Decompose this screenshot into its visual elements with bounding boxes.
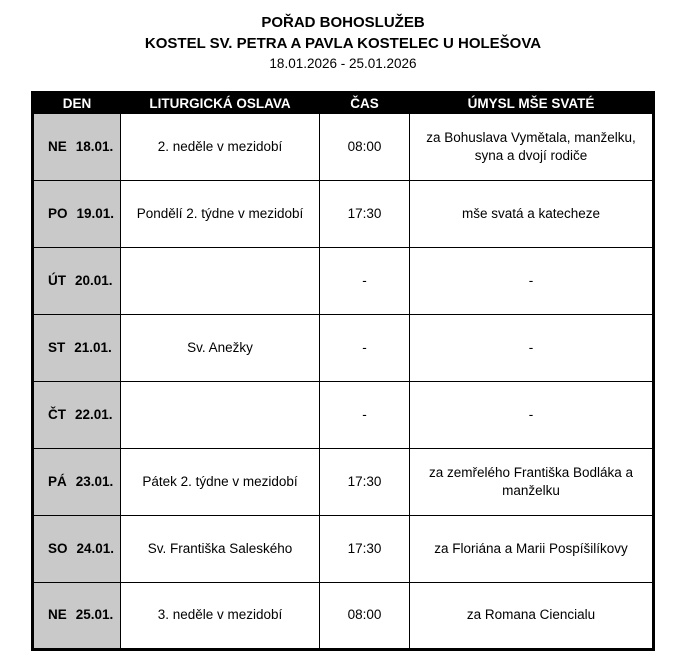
day-cell xyxy=(33,449,121,516)
day-abbr: NE xyxy=(48,138,67,154)
col-header-den: DEN xyxy=(33,93,121,114)
day-cell xyxy=(33,516,121,583)
day-abbr: ÚT xyxy=(48,272,66,288)
time-cell: - xyxy=(320,382,410,449)
celebration-cell: Sv. Anežky xyxy=(121,315,320,382)
day-date: 21.01. xyxy=(74,339,112,355)
time-cell: 17:30 xyxy=(320,181,410,248)
table-row xyxy=(33,248,654,315)
day-date: 18.01. xyxy=(75,138,114,154)
page-title: POŘAD BOHOSLUŽEB xyxy=(261,14,425,31)
celebration-cell: Sv. Františka Saleského xyxy=(121,516,320,583)
time-cell: 17:30 xyxy=(320,516,410,583)
col-header-cas: ČAS xyxy=(320,93,410,114)
document-header xyxy=(0,12,686,74)
table-row xyxy=(33,181,654,248)
day-cell xyxy=(33,114,121,181)
day-abbr: NE xyxy=(48,607,67,623)
intention-cell: - xyxy=(410,315,654,382)
time-cell: 08:00 xyxy=(320,114,410,181)
intention-cell: za Floriána a Marii Pospíšilíkovy xyxy=(410,516,654,583)
intention-cell: za Romana Ciencialu xyxy=(410,583,654,650)
celebration-cell: 2. neděle v mezidobí xyxy=(121,114,320,181)
day-date: 19.01. xyxy=(76,205,115,221)
table-row xyxy=(33,583,654,650)
day-cell xyxy=(33,248,121,315)
time-cell: - xyxy=(320,315,410,382)
time-cell: - xyxy=(320,248,410,315)
table-row xyxy=(33,315,654,382)
page-subtitle: KOSTEL SV. PETRA A PAVLA KOSTELEC U HOLEŠOVA xyxy=(144,35,542,52)
celebration-cell xyxy=(121,382,320,449)
day-abbr: PÁ xyxy=(48,473,67,489)
day-abbr: PO xyxy=(48,205,68,221)
time-cell: 08:00 xyxy=(320,583,410,650)
celebration-cell: 3. neděle v mezidobí xyxy=(121,583,320,650)
day-cell xyxy=(33,382,121,449)
celebration-cell xyxy=(121,248,320,315)
col-header-liturgicka-oslava: LITURGICKÁ OSLAVA xyxy=(121,93,320,114)
day-date: 25.01. xyxy=(75,607,114,623)
intention-cell: mše svatá a katecheze xyxy=(410,181,654,248)
date-range: 18.01.2026 - 25.01.2026 xyxy=(269,56,417,71)
table-header-row xyxy=(33,93,654,114)
schedule-table xyxy=(31,91,655,651)
day-cell xyxy=(33,583,121,650)
day-abbr: SO xyxy=(48,540,68,556)
day-date: 24.01. xyxy=(76,540,115,556)
table-row xyxy=(33,382,654,449)
intention-cell: - xyxy=(410,382,654,449)
day-date: 22.01. xyxy=(75,406,113,422)
col-header-umysl-mse-svate: ÚMYSL MŠE SVATÉ xyxy=(410,93,654,114)
day-cell xyxy=(33,181,121,248)
celebration-cell: Pátek 2. týdne v mezidobí xyxy=(121,449,320,516)
table-row xyxy=(33,114,654,181)
day-date: 23.01. xyxy=(75,473,114,489)
day-date: 20.01. xyxy=(75,272,113,288)
intention-cell: - xyxy=(410,248,654,315)
table-row xyxy=(33,449,654,516)
celebration-cell: Pondělí 2. týdne v mezidobí xyxy=(121,181,320,248)
intention-cell: za Bohuslava Vymětala, manželku, syna a dvojí rodiče xyxy=(410,114,654,181)
day-abbr: ST xyxy=(48,339,66,355)
day-cell xyxy=(33,315,121,382)
time-cell: 17:30 xyxy=(320,449,410,516)
day-abbr: ČT xyxy=(48,406,66,422)
table-row xyxy=(33,516,654,583)
intention-cell: za zemřelého Františka Bodláka a manželku xyxy=(410,449,654,516)
